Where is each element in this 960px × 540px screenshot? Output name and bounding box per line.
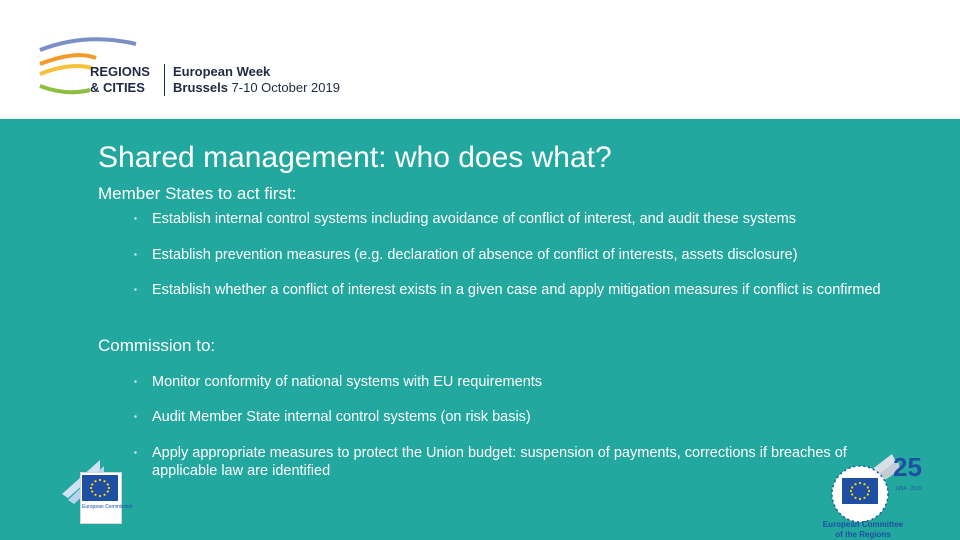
list-item [134,373,924,391]
bullet-text: Apply appropriate measures to protect the Union budget: suspension of payments, corrections if breaches of applicable law are identified [152,445,847,479]
bullet-text: Establish prevention measures (e.g. declaration of absence of conflict of interests, assets disclosure) [152,247,798,263]
list-item [134,246,924,264]
list-item [134,210,924,228]
cor-label [808,520,918,540]
list-item [134,408,924,426]
logo-line-1: REGIONS [90,64,150,79]
logo-event-info [173,64,340,96]
bullet-marker: ▪ [134,285,137,294]
logo-line-2: & CITIES [90,80,145,95]
logo-divider [164,64,165,96]
member-states-heading: Member States to act first: [98,184,297,203]
bullet-text: Establish whether a conflict of interest exists in a given case and apply mitigation measures if conflict is confirmed [152,282,881,298]
bullet-marker: ▪ [134,412,137,421]
event-city: Brussels [173,80,228,95]
event-dates: 7-10 October 2019 [231,80,340,95]
bullet-marker: ▪ [134,377,137,386]
event-location-dates [173,80,340,96]
cor-label-line-1: European Committee [822,520,904,529]
list-item [134,444,854,480]
bullet-marker: ▪ [134,448,137,457]
event-name: European Week [173,64,271,79]
cor-anniversary-number: 25 [893,452,922,482]
list-item [134,281,924,299]
slide-title: Shared management: who does what? [98,141,612,174]
header [0,0,960,119]
cor-anniversary-years: 1994 - 2019 [895,486,922,492]
cor-label-line-2: of the Regions [835,530,891,539]
bullet-text: Establish internal control systems including avoidance of conflict of interest, and audit these systems [152,211,796,227]
eu-flag-icon [82,475,118,501]
european-commission-label: European Commission [82,504,133,510]
eu-flag-icon [842,478,878,504]
commission-heading: Commission to: [98,336,216,355]
bullet-text: Audit Member State internal control systems (on risk basis) [152,409,531,425]
bullet-marker: ▪ [134,250,137,259]
bullet-marker: ▪ [134,214,137,223]
logo-regions-cities [90,64,150,96]
bullet-text: Monitor conformity of national systems with EU requirements [152,374,543,390]
